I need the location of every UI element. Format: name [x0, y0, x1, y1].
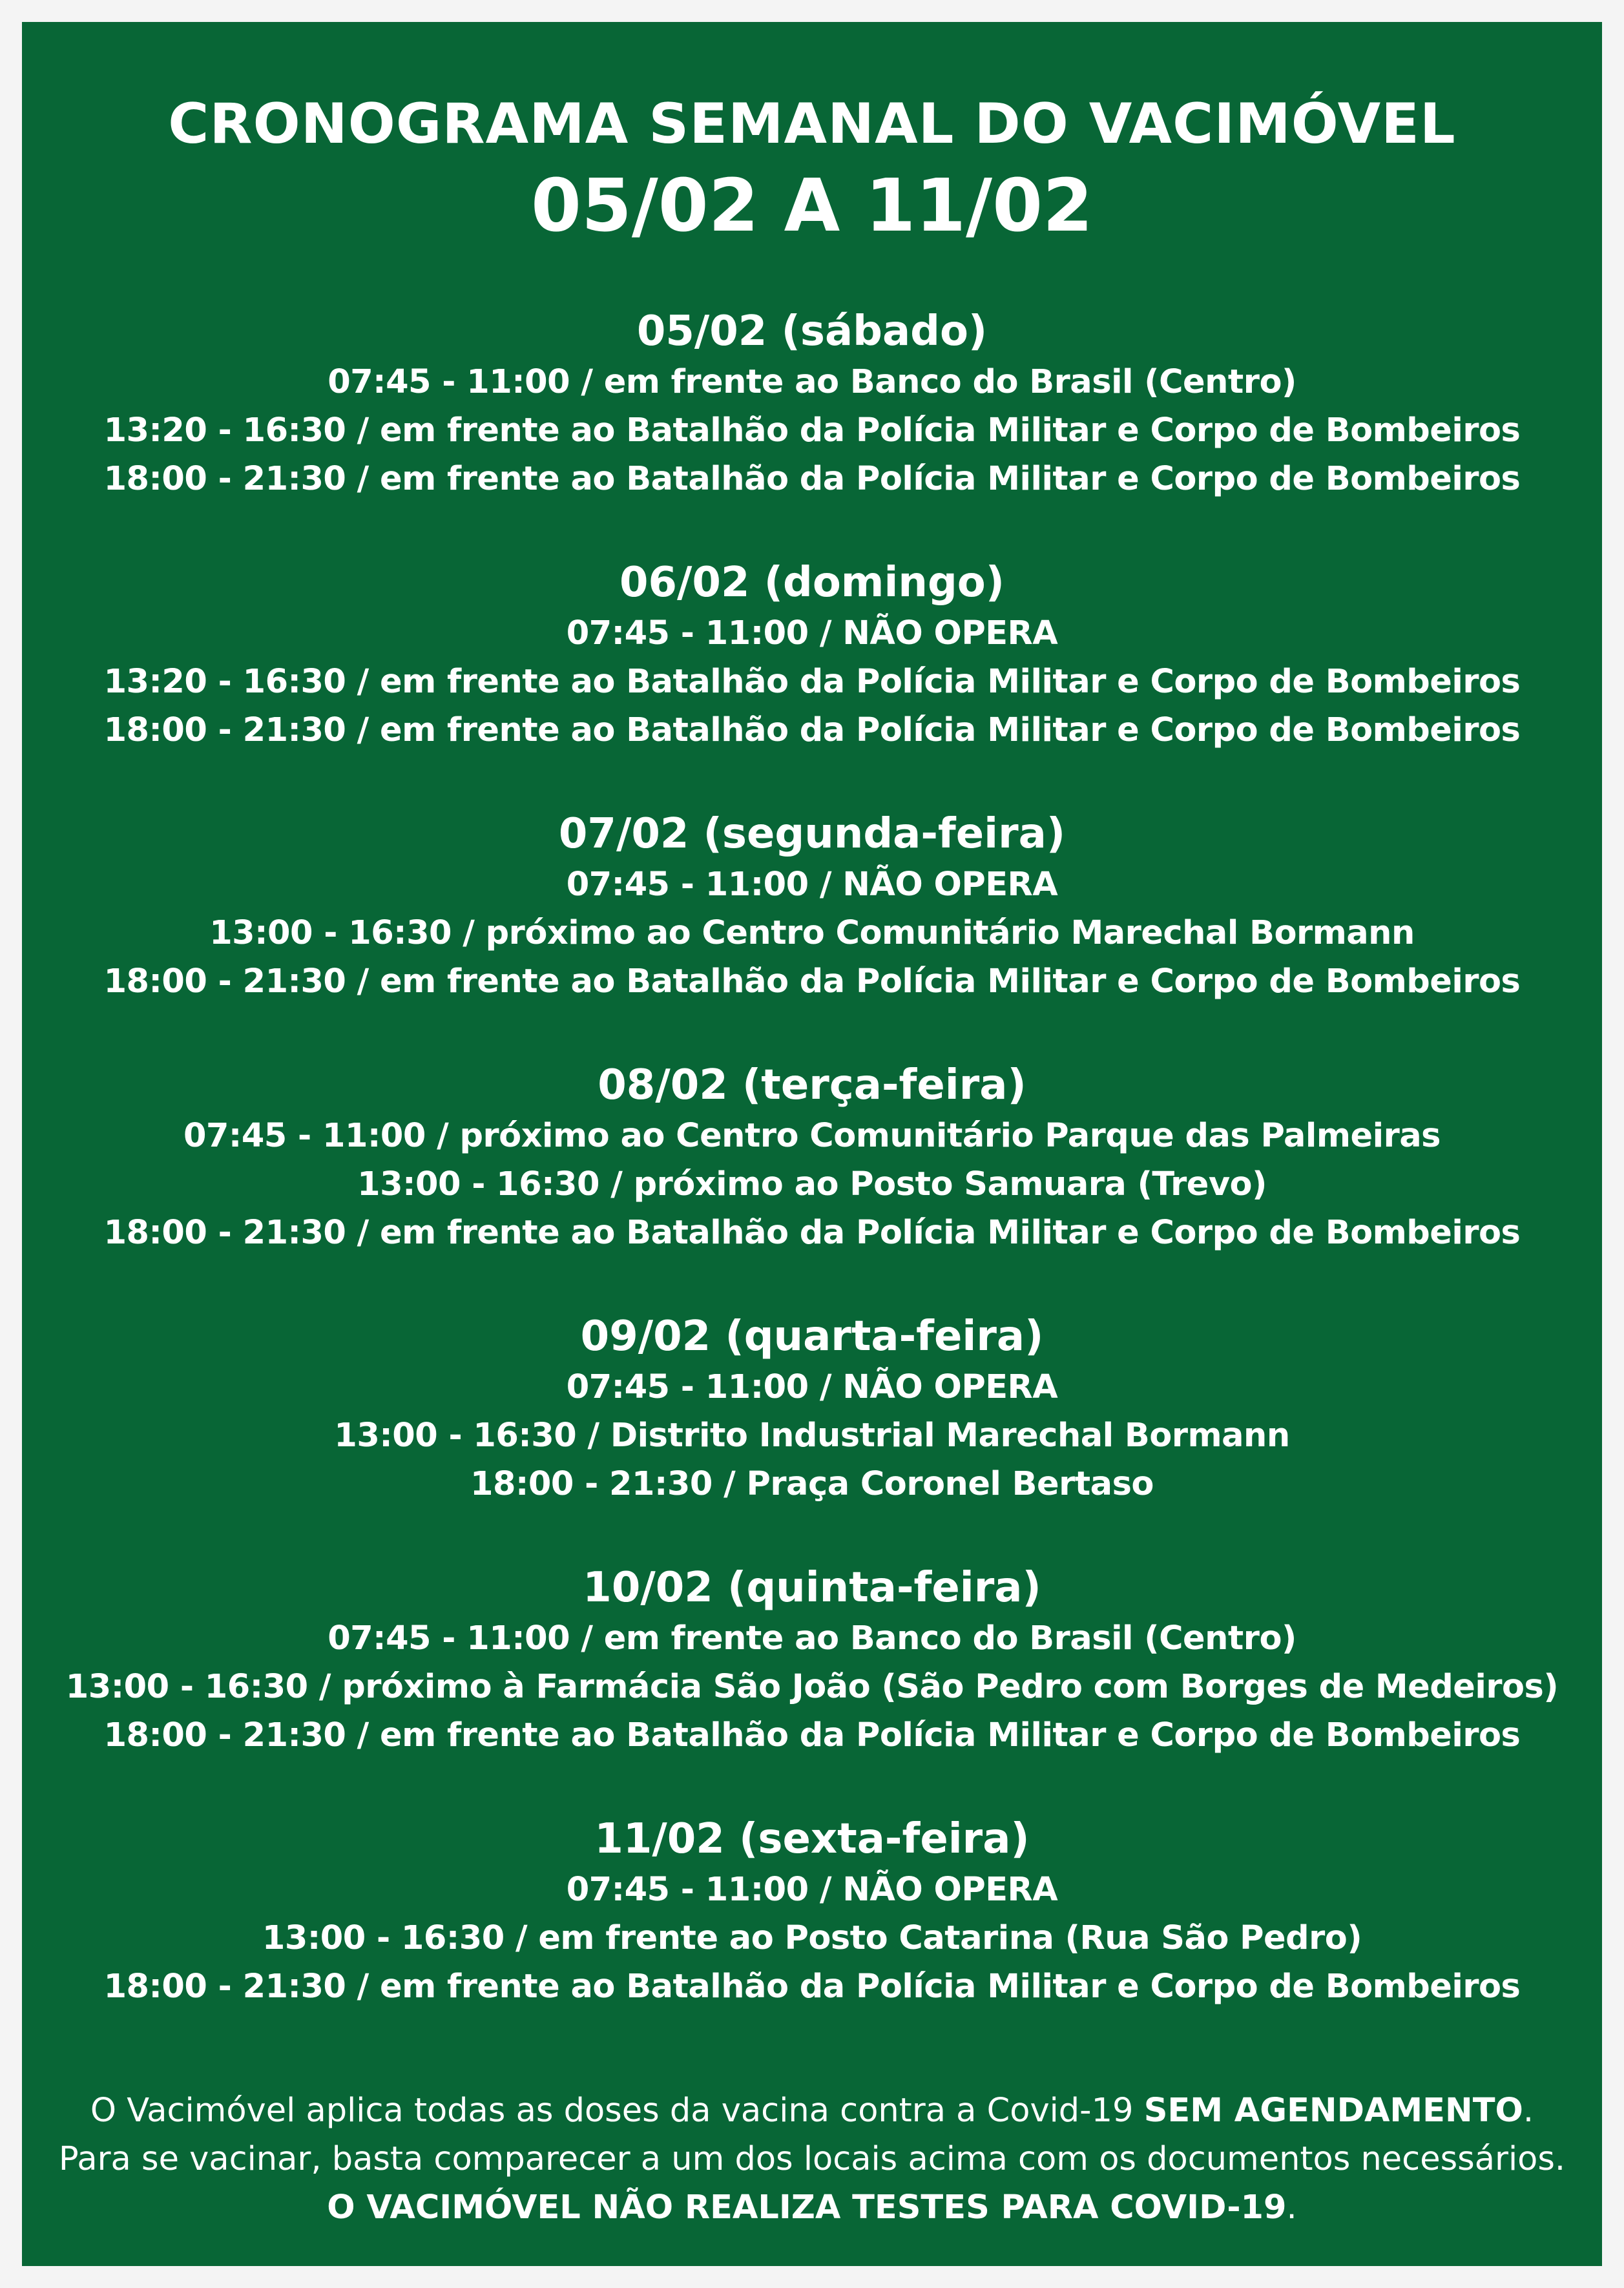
footer-period: .	[1286, 2189, 1297, 2227]
footer-period: .	[1523, 2092, 1534, 2130]
time-slot-morning: 07:45 - 11:00 / NÃO OPERA	[566, 1368, 1058, 1406]
day-block-sabado	[22, 305, 1602, 556]
time-slot-afternoon: 13:00 - 16:30 / próximo ao Centro Comunitário Marechal Bormann	[209, 914, 1415, 952]
time-slot-afternoon: 13:00 - 16:30 / em frente ao Posto Catarina (Rua São Pedro)	[262, 1919, 1362, 1957]
time-slot-afternoon: 13:20 - 16:30 / em frente ao Batalhão da Polícia Militar e Corpo de Bombeiros	[103, 411, 1521, 450]
day-block-terca	[22, 1059, 1602, 1310]
time-slot-morning: 07:45 - 11:00 / NÃO OPERA	[566, 1871, 1058, 1909]
time-slot-afternoon: 13:00 - 16:30 / próximo ao Posto Samuara (Trevo)	[357, 1165, 1267, 1203]
day-heading: 11/02 (sexta-feira)	[594, 1815, 1030, 1863]
day-heading: 09/02 (quarta-feira)	[580, 1313, 1044, 1360]
time-slot-evening: 18:00 - 21:30 / em frente ao Batalhão da Polícia Militar e Corpo de Bombeiros	[103, 1968, 1521, 2006]
time-slot-evening: 18:00 - 21:30 / em frente ao Batalhão da Polícia Militar e Corpo de Bombeiros	[103, 1716, 1521, 1754]
time-slot-afternoon: 13:00 - 16:30 / próximo à Farmácia São João (São Pedro com Borges de Medeiros)	[65, 1668, 1559, 1706]
footer-line-2: Para se vacinar, basta comparecer a um dos locais acima com os documentos necessários.	[58, 2140, 1566, 2178]
footer-emphasis: SEM AGENDAMENTO	[1143, 2092, 1523, 2130]
footer-warning: O VACIMÓVEL NÃO REALIZA TESTES PARA COVID-19	[327, 2189, 1287, 2227]
date-range: 05/02 A 11/02	[531, 164, 1093, 248]
poster-title: CRONOGRAMA SEMANAL DO VACIMÓVEL	[168, 92, 1456, 156]
time-slot-morning: 07:45 - 11:00 / em frente ao Banco do Brasil (Centro)	[328, 1619, 1296, 1658]
time-slot-evening: 18:00 - 21:30 / em frente ao Batalhão da Polícia Militar e Corpo de Bombeiros	[103, 460, 1521, 498]
day-heading: 08/02 (terça-feira)	[598, 1061, 1026, 1109]
time-slot-evening: 18:00 - 21:30 / em frente ao Batalhão da Polícia Militar e Corpo de Bombeiros	[103, 1214, 1521, 1252]
time-slot-evening: 18:00 - 21:30 / em frente ao Batalhão da Polícia Militar e Corpo de Bombeiros	[103, 711, 1521, 749]
footer-notice	[22, 2086, 1602, 2232]
schedule-poster	[22, 22, 1602, 2266]
day-heading: 10/02 (quinta-feira)	[583, 1564, 1041, 1612]
time-slot-morning: 07:45 - 11:00 / em frente ao Banco do Brasil (Centro)	[328, 363, 1296, 401]
day-block-segunda	[22, 807, 1602, 1059]
schedule-list	[22, 305, 1602, 2064]
time-slot-morning: 07:45 - 11:00 / próximo ao Centro Comunitário Parque das Palmeiras	[183, 1117, 1441, 1155]
time-slot-evening: 18:00 - 21:30 / em frente ao Batalhão da Polícia Militar e Corpo de Bombeiros	[103, 962, 1521, 1001]
day-block-sexta	[22, 1813, 1602, 2064]
day-block-quarta	[22, 1310, 1602, 1561]
time-slot-evening: 18:00 - 21:30 / Praça Coronel Bertaso	[470, 1465, 1154, 1503]
day-heading: 07/02 (segunda-feira)	[558, 810, 1066, 858]
day-heading: 05/02 (sábado)	[636, 307, 988, 355]
time-slot-afternoon: 13:00 - 16:30 / Distrito Industrial Marechal Bormann	[334, 1417, 1290, 1455]
time-slot-morning: 07:45 - 11:00 / NÃO OPERA	[566, 614, 1058, 652]
time-slot-afternoon: 13:20 - 16:30 / em frente ao Batalhão da Polícia Militar e Corpo de Bombeiros	[103, 663, 1521, 701]
day-block-quinta	[22, 1561, 1602, 1813]
footer-line-3	[22, 2183, 1602, 2232]
footer-text: O Vacimóvel aplica todas as doses da vacina contra a Covid-19	[90, 2092, 1144, 2130]
day-heading: 06/02 (domingo)	[619, 559, 1005, 607]
footer-line-1	[22, 2086, 1602, 2135]
day-block-domingo	[22, 556, 1602, 807]
time-slot-morning: 07:45 - 11:00 / NÃO OPERA	[566, 866, 1058, 904]
